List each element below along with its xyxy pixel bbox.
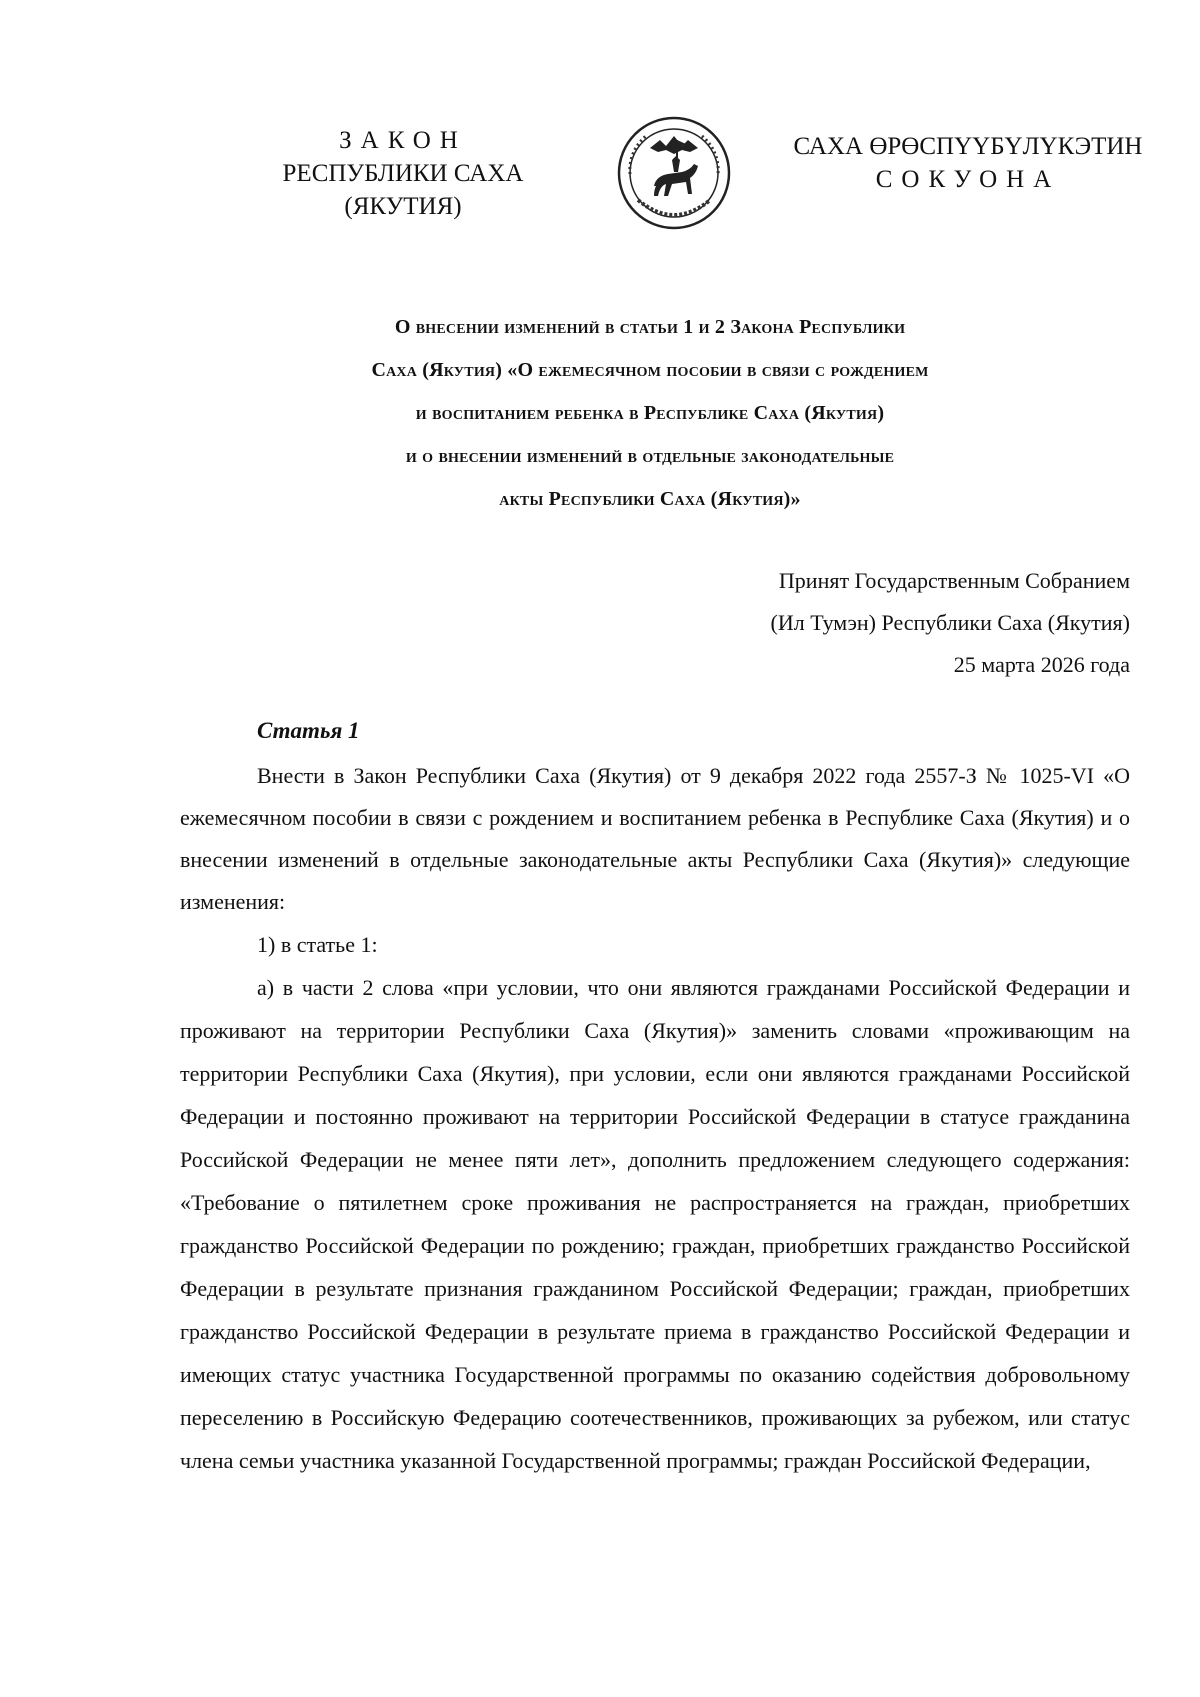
adoption-line: (Ил Тумэн) Республики Саха (Якутия) bbox=[770, 610, 1130, 635]
yakutia-coat-of-arms-icon bbox=[616, 114, 732, 232]
header-left bbox=[222, 124, 584, 223]
article-body bbox=[180, 755, 1130, 1482]
title-line: и о внесении изменений в отдельные законодательные bbox=[405, 445, 895, 467]
point-1: 1) в статье 1: bbox=[257, 932, 378, 957]
republic-name-sakha: САХА ӨРӨСПҮҮБҮЛҮКЭТИН bbox=[793, 133, 1143, 160]
adoption-block bbox=[570, 560, 1130, 686]
title-line: акты Республики Саха (Якутия)» bbox=[499, 488, 801, 510]
law-label-sakha: СОКУОНА bbox=[875, 166, 1061, 193]
law-title bbox=[250, 306, 1050, 521]
title-line: Саха (Якутия) «О ежемесячном пособии в связи с рождением bbox=[371, 359, 929, 381]
adoption-date: 25 марта 2026 года bbox=[953, 652, 1130, 677]
subpoint-a: а) в части 2 слова «при условии, что они являются гражданами Российской Федерации и проживают на территории Республики Саха (Якутия)» заменить словами «проживающим на территории Республики Саха (Якутия), при условии, если они являются гражданами Российской Федерации и постоянно проживают на территории Российской Федерации в статусе гражданина Российской Федерации не менее пяти лет», дополнить предложением следующего содержания: «Требование о пятилетнем сроке проживания не распространяется на граждан, приобретших гражданство Российской Федерации по рождению; граждан, приобретших гражданство Российской Федерации в результате признания гражданином Российской Федерации; граждан, приобретших гражданство Российской Федерации в результате приема в гражданство Российской Федерации и имеющих статус участника Государственной программы по оказанию содействия добровольному переселению в Российскую Федерацию соотечественников, проживающих за рубежом, или статус члена семьи участника указанной Государственной программы; граждан Российской Федерации, bbox=[180, 975, 1130, 1473]
title-line: О внесении изменений в статьи 1 и 2 Закона Республики bbox=[394, 316, 906, 338]
header-right bbox=[790, 130, 1146, 196]
title-line: и воспитанием ребенка в Республике Саха (Якутия) bbox=[415, 402, 885, 424]
article-intro: Внести в Закон Республики Саха (Якутия) от 9 декабря 2022 года 2557-З № 1025-VI «О ежемесячном пособии в связи с рождением и воспитанием ребенка в Республике Саха (Якутия) и о внесении изменений в отдельные законодательные акты Республики Саха (Якутия)» следующие изменения: bbox=[180, 763, 1130, 914]
law-label-ru: ЗАКОН bbox=[339, 127, 467, 154]
adoption-line: Принят Государственным Собранием bbox=[778, 568, 1130, 593]
article-heading: Статья 1 bbox=[257, 718, 360, 743]
republic-name-ru: РЕСПУБЛИКИ САХА (ЯКУТИЯ) bbox=[282, 160, 524, 220]
